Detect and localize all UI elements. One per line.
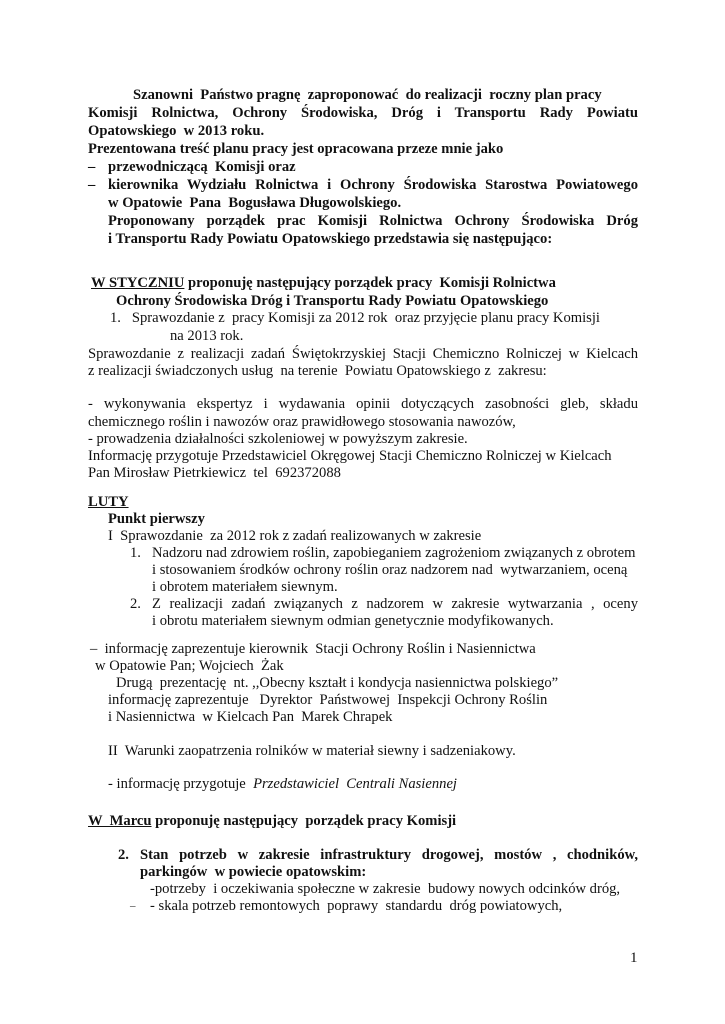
bullet-dash: –	[88, 177, 96, 193]
january-text-4: chemicznego roślin i nawozów oraz prawidłowego stosowania nawozów,	[88, 414, 516, 430]
january-text-6: Informację przygotuje Przedstawiciel Okręgowej Stacji Chemiczno Rolniczej w Kielcach	[88, 448, 612, 464]
intro-line-2: Komisji Rolnictwa, Ochrony Środowiska, Dróg i Transportu Rady Powiatu	[88, 105, 638, 121]
january-item-1: 1. Sprawozdanie z pracy Komisji za 2012 rok oraz przyjęcie planu pracy Komisji	[110, 310, 600, 326]
january-text-2: z realizacji świadczonych usług na terenie Powiatu Opatowskiego z zakresu:	[88, 363, 547, 379]
february-item-1-line-3: i obrotem materiałem siewnym.	[152, 579, 338, 595]
january-text-5: - prowadzenia działalności szkoleniowej w powyższym zakresie.	[88, 431, 468, 447]
february-item-1-num: 1.	[130, 545, 141, 561]
bullet-2-line-2: w Opatowie Pana Bogusława Długowolskiego.	[108, 195, 402, 211]
february-item-1-line-2: i stosowaniem środków ochrony roślin oraz nadzorem nad wytwarzaniem, oceną	[152, 562, 628, 578]
february-info-3: Drugą prezentację nt. ,,Obecny kształt i kondycja nasiennictwa polskiego”	[116, 675, 559, 691]
february-item-2-num: 2.	[130, 596, 141, 612]
january-heading: W STYCZNIU proponuję następujący porządek pracy Komisji Rolnictwa	[91, 275, 556, 291]
february-prepare-line: - informację przygotuje Przedstawiciel Centrali Nasiennej	[108, 776, 457, 792]
seed-centre-representative: Przedstawiciel Centrali Nasiennej	[253, 776, 457, 792]
bullet-2-line-1: kierownika Wydziału Rolnictwa i Ochrony Środowiska Starostwa Powiatowego	[108, 177, 638, 193]
january-text-7: Pan Mirosław Pietrkiewicz tel 692372088	[88, 465, 341, 481]
bullet-1-text: przewodniczącą Komisji oraz	[108, 159, 296, 175]
proposal-line-2: i Transportu Rady Powiatu Opatowskiego przedstawia się następująco:	[108, 231, 553, 247]
february-info-5: i Nasiennictwa w Kielcach Pan Marek Chrapek	[108, 709, 393, 725]
february-heading: LUTY	[88, 494, 129, 510]
march-item-2-line-1: Stan potrzeb w zakresie infrastruktury drogowej, mostów , chodników,	[140, 847, 638, 863]
page-number: 1	[630, 950, 638, 966]
march-sub-1: -potrzeby i oczekiwania społeczne w zakresie budowy nowych odcinków dróg,	[150, 881, 621, 897]
proposal-line-1: Proponowany porządek prac Komisji Rolnictwa Ochrony Środowiska Dróg	[108, 213, 638, 229]
february-item-1-line-1: Nadzoru nad zdrowiem roślin, zapobieganiem zagrożeniom związanych z obrotem	[152, 545, 636, 561]
march-item-2-line-2: parkingów w powiecie opatowskim:	[140, 864, 367, 880]
february-section-ii: II Warunki zaopatrzenia rolników w materiał siewny i sadzeniakowy.	[108, 743, 516, 759]
march-heading: W Marcu proponuję następujący porządek pracy Komisji	[88, 813, 457, 829]
march-item-2-num: 2.	[118, 847, 129, 863]
january-item-1-cont: na 2013 rok.	[170, 328, 244, 344]
bullet-dash: –	[88, 159, 96, 175]
february-info-4: informację zaprezentuje Dyrektor Państwowej Inspekcji Ochrony Roślin	[108, 692, 548, 708]
intro-line-4: Prezentowana treść planu pracy jest opracowana przeze mnie jako	[88, 141, 504, 157]
january-heading-line-2: Ochrony Środowiska Dróg i Transportu Rady Powiatu Opatowskiego	[116, 293, 549, 309]
january-text-1: Sprawozdanie z realizacji zadań Świętokrzyskiej Stacji Chemiczno Rolniczej w Kielcach	[88, 346, 638, 362]
february-info-1: – informację zaprezentuje kierownik Stacji Ochrony Roślin i Nasiennictwa	[90, 641, 536, 657]
january-month-label: W STYCZNIU	[91, 275, 185, 291]
intro-line-3: Opatowskiego w 2013 roku.	[88, 123, 265, 139]
february-item-2-line-2: i obrotu materiałem siewnym odmian genetycznie modyfikowanych.	[152, 613, 554, 629]
intro-line-1: Szanowni Państwo pragnę zaproponować do realizacji roczny plan pracy	[133, 87, 602, 103]
march-sub-2: - skala potrzeb remontowych poprawy standardu dróg powiatowych,	[150, 898, 563, 914]
march-month-label: W Marcu	[88, 813, 152, 829]
february-line-1: I Sprawozdanie za 2012 rok z zadań realizowanych w zakresie	[108, 528, 482, 544]
march-sub-2-dash: –	[130, 900, 136, 912]
february-item-2-line-1: Z realizacji zadań związanych z nadzorem w zakresie wytwarzania , oceny	[152, 596, 638, 612]
february-point-one: Punkt pierwszy	[108, 511, 205, 527]
january-text-3: - wykonywania ekspertyz i wydawania opinii dotyczących zasobności gleb, składu	[88, 396, 638, 412]
february-info-2: w Opatowie Pan; Wojciech Żak	[95, 658, 284, 674]
